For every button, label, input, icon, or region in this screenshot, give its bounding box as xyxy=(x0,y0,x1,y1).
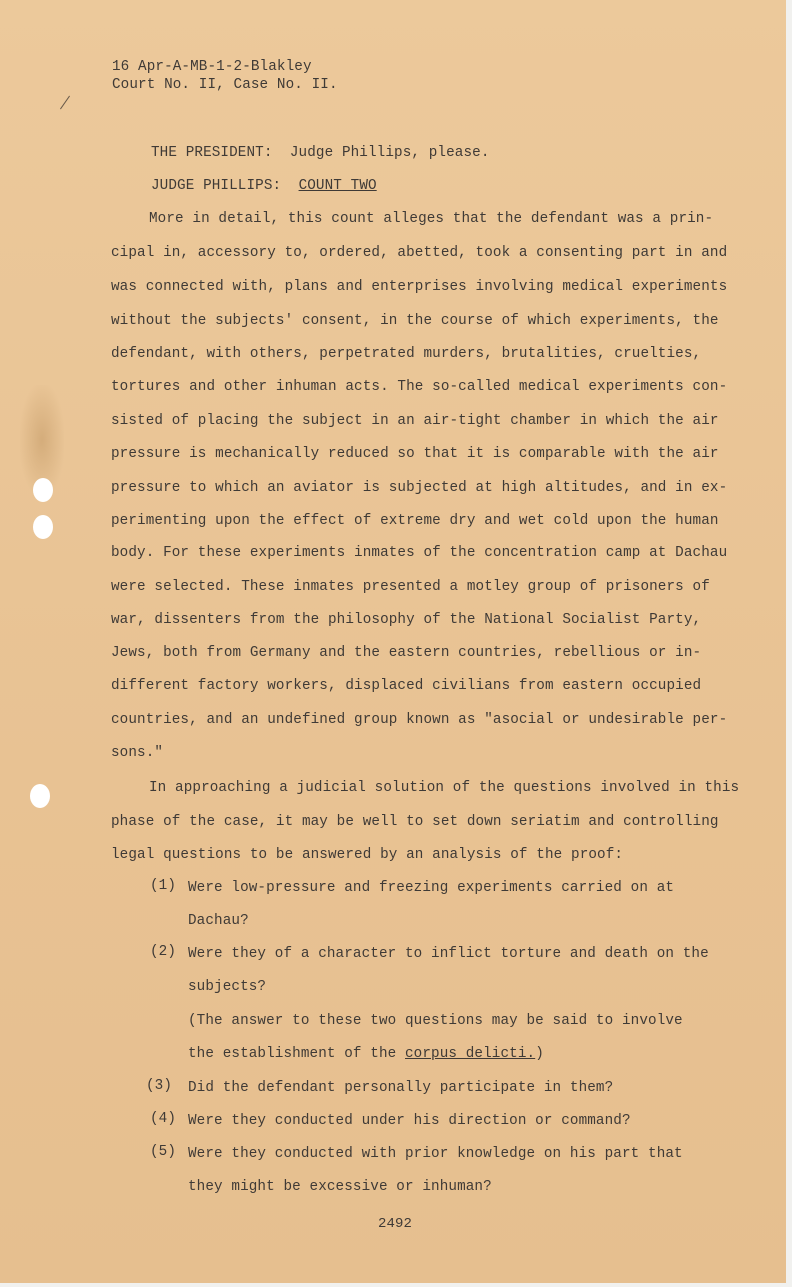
paragraph-line: were selected. These inmates presented a motley group of prisoners of xyxy=(111,579,710,595)
paragraph-line: was connected with, plans and enterprises involving medical experiments xyxy=(111,279,728,295)
question-line: subjects? xyxy=(188,979,267,995)
judge-speaker: JUDGE PHILLIPS: xyxy=(151,178,282,194)
question-number: (5) xyxy=(150,1144,177,1160)
paragraph-line: perimenting upon the effect of extreme dry and wet cold upon the human xyxy=(111,513,719,529)
paragraph-line: cipal in, accessory to, ordered, abetted, took a consenting part in and xyxy=(111,245,728,261)
paragraph-line: without the subjects' consent, in the course of which experiments, the xyxy=(111,313,719,329)
paragraph-line: pressure is mechanically reduced so that it is comparable with the air xyxy=(111,446,719,462)
paragraph-line: countries, and an undefined group known as "asocial or undesirable per- xyxy=(111,712,728,728)
president-text: Judge Phillips, please. xyxy=(289,145,490,161)
president-speaker: THE PRESIDENT: xyxy=(151,145,273,161)
scan-edge-right xyxy=(786,0,792,1287)
corpus-delicti-term: corpus delicti. xyxy=(405,1046,536,1062)
count-heading: COUNT TWO xyxy=(298,178,377,194)
president-line xyxy=(151,143,490,163)
header-reference: 16 Apr-A-MB-1-2-Blakley xyxy=(112,59,312,75)
punch-hole xyxy=(33,515,53,539)
paragraph-line: legal questions to be answered by an analysis of the proof: xyxy=(111,847,624,863)
paragraph-line: sisted of placing the subject in an air-tight chamber in which the air xyxy=(111,413,719,429)
question-number: (4) xyxy=(150,1111,177,1127)
paragraph-line: sons." xyxy=(111,745,164,761)
paragraph-line: tortures and other inhuman acts. The so-called medical experiments con- xyxy=(111,379,728,395)
paragraph-line: war, dissenters from the philosophy of the National Socialist Party, xyxy=(111,612,702,628)
note-close: ) xyxy=(535,1046,544,1062)
pen-mark xyxy=(60,96,70,110)
question-number: (3) xyxy=(146,1078,173,1094)
header-court: Court No. II, Case No. II. xyxy=(112,77,338,93)
question-line: Were they conducted with prior knowledge on his part that xyxy=(188,1146,683,1162)
question-number: (1) xyxy=(150,878,177,894)
note-line xyxy=(188,1044,544,1064)
punch-hole xyxy=(33,478,53,502)
paragraph-line: More in detail, this count alleges that the defendant was a prin- xyxy=(149,211,714,227)
note-text: the establishment of the xyxy=(188,1046,405,1062)
paragraph-line: different factory workers, displaced civilians from eastern occupied xyxy=(111,678,702,694)
page-number: 2492 xyxy=(378,1216,413,1232)
question-line: Did the defendant personally participate in them? xyxy=(188,1080,614,1096)
paragraph-line: defendant, with others, perpetrated murders, brutalities, cruelties, xyxy=(111,346,702,362)
paragraph-line: Jews, both from Germany and the eastern countries, rebellious or in- xyxy=(111,645,702,661)
question-line: they might be excessive or inhuman? xyxy=(188,1179,492,1195)
judge-line xyxy=(151,176,377,196)
question-line: Were they conducted under his direction or command? xyxy=(188,1113,631,1129)
paragraph-line: body. For these experiments inmates of the concentration camp at Dachau xyxy=(111,545,728,561)
paragraph-line: phase of the case, it may be well to set down seriatim and controlling xyxy=(111,814,719,830)
paragraph-line: pressure to which an aviator is subjected at high altitudes, and in ex- xyxy=(111,480,728,496)
scan-edge-bottom xyxy=(0,1283,792,1287)
question-number: (2) xyxy=(150,944,177,960)
question-line: Were low-pressure and freezing experiments carried on at xyxy=(188,880,675,896)
question-line: Dachau? xyxy=(188,913,249,929)
punch-hole xyxy=(30,784,50,808)
note-line: (The answer to these two questions may be said to involve xyxy=(188,1013,683,1029)
question-line: Were they of a character to inflict torture and death on the xyxy=(188,946,709,962)
paragraph-line: In approaching a judicial solution of the questions involved in this xyxy=(149,780,740,796)
